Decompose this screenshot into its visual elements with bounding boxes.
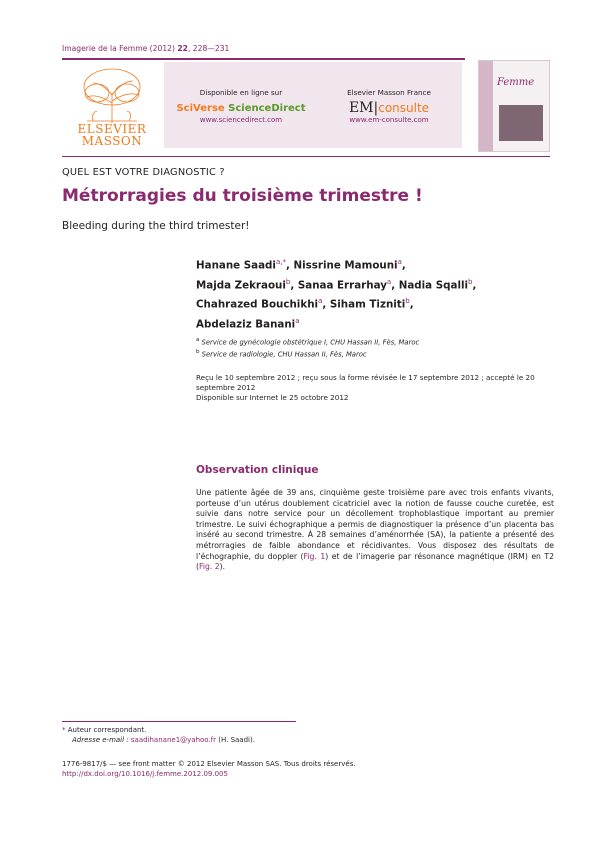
article-history — [196, 373, 556, 403]
figure-2-link[interactable]: Fig. 2 — [199, 562, 220, 572]
sd-brand-b: ScienceDirect — [228, 103, 306, 114]
cover-spine — [479, 61, 493, 152]
footnote-line — [62, 725, 255, 735]
section-rule — [62, 156, 550, 157]
em-brand-b: consulte — [378, 101, 430, 115]
copyright-block — [62, 759, 356, 779]
affiliation-a — [196, 337, 419, 346]
header-rule — [62, 58, 465, 60]
author-affil-mark[interactable]: a — [397, 258, 402, 266]
emconsulte-logo — [316, 100, 462, 116]
body-text: ) et de l’imagerie par résonance magnétique (IRM) en T2 ( — [196, 551, 555, 572]
affil-mark: b — [196, 349, 200, 355]
email-suffix: (H. Saadi). — [216, 736, 255, 744]
author-list — [196, 254, 556, 333]
author-sep: , — [472, 279, 477, 292]
sd-brand-a: SciVerse — [176, 103, 229, 114]
email-label: Adresse e-mail : — [72, 736, 129, 744]
author-name: , Nadia Sqalli — [391, 279, 469, 292]
journal-citation[interactable] — [62, 44, 229, 53]
author-line — [196, 274, 556, 294]
citation-pages: , 228—231 — [187, 44, 230, 53]
figure-1-link[interactable]: Fig. 1 — [303, 551, 326, 561]
author-name: Majda Zekraoui — [196, 279, 286, 292]
article-title: Métrorragies du troisième trimestre ! — [62, 186, 423, 206]
affil-text: Service de gynécologie obstétrique I, CHU Hassan II, Fès, Maroc — [199, 338, 420, 347]
email-link[interactable]: saadihanane1@yahoo.fr — [128, 736, 217, 744]
section-heading: Observation clinique — [196, 464, 319, 476]
author-name: Chahrazed Bouchikhi — [196, 298, 319, 311]
author-affil-mark[interactable]: a,* — [275, 258, 286, 266]
author-affil-mark[interactable]: a — [318, 297, 323, 306]
dates-online: Disponible sur Internet le 25 octobre 2012 — [196, 393, 349, 402]
footnote-mark: * — [62, 726, 66, 734]
sciencedirect-block[interactable] — [166, 88, 316, 124]
author-line — [196, 293, 556, 313]
citation-journal: Imagerie de la Femme (2012) — [62, 44, 175, 53]
author-sep: , — [409, 298, 414, 311]
author-affil-mark[interactable]: b — [468, 277, 473, 286]
em-url-link[interactable]: www.em-consulte.com — [349, 116, 429, 124]
affil-text: Service de radiologie, CHU Hassan II, Fès, Maroc — [199, 350, 367, 359]
author-name: Abdelaziz Banani — [196, 318, 296, 331]
copyright-text: 1776-9817/$ — see front matter © 2012 Elsevier Masson SAS. Tous droits réservés. — [62, 760, 356, 768]
sd-label: Disponible en ligne sur — [199, 88, 283, 97]
author-line — [196, 313, 556, 333]
citation-volume: 22 — [177, 44, 188, 53]
author-affil-mark[interactable]: a — [295, 316, 300, 325]
elsevier-wordmark: ELSEVIER — [77, 122, 147, 136]
em-brand-a: EM| — [348, 100, 379, 116]
section-kicker: QUEL EST VOTRE DIAGNOSTIC ? — [62, 167, 225, 178]
author-sep: , — [401, 259, 406, 272]
cover-image — [499, 105, 543, 141]
article-subtitle: Bleeding during the third trimester! — [62, 220, 250, 232]
author-name: Hanane Saadi — [196, 259, 276, 272]
author-name: , Sanaa Errarhay — [290, 279, 387, 292]
corresponding-author-footnote — [62, 725, 255, 745]
sciencedirect-logo — [166, 103, 316, 114]
doi-link[interactable]: http://dx.doi.org/10.1016/j.femme.2012.09.005 — [62, 770, 228, 778]
journal-cover-thumbnail[interactable] — [478, 60, 550, 152]
footnote-email-line — [62, 735, 255, 745]
footnote-rule — [62, 721, 296, 722]
dates-accepted: septembre 2012 — [196, 383, 256, 392]
em-label: Elsevier Masson France — [347, 88, 431, 97]
body-text: Une patiente âgée de 39 ans, cinquième geste troisième pare avec trois enfants vivants, porteuse d’un utérus doublement cicatriciel avec la notion de fausse couche curetée, est suivie dans notre service pour un décollement trophoblastique important au premier trimestre. Le suivi échographique a permis de diagnostiquer la présence d’un placenta bas inséré au second trimestre. À 28 semaines d’aménorrhée (SA), la patiente a présenté des métrorragies de faible abondance et récidivantes. Vous disposez des résultats de l’échographie, du doppler ( — [196, 488, 554, 561]
dates-received: Reçu le 10 septembre 2012 ; reçu sous la forme révisée le 17 septembre 2012 ; accepté le 20 — [196, 373, 535, 382]
author-affil-mark[interactable]: b — [405, 297, 410, 306]
emconsulte-block[interactable] — [316, 88, 462, 124]
author-affil-mark[interactable]: b — [285, 277, 291, 286]
masson-wordmark: MASSON — [81, 134, 143, 148]
observation-paragraph — [196, 488, 554, 573]
body-text: ). — [219, 562, 226, 572]
sd-url-link[interactable]: www.sciencedirect.com — [199, 116, 283, 124]
author-name: , Nissrine Mamouni — [285, 259, 398, 272]
author-affil-mark[interactable]: a — [386, 277, 392, 286]
affiliation-b — [196, 349, 367, 358]
footnote-text: Auteur correspondant. — [65, 726, 147, 734]
cover-title: Femme — [497, 77, 535, 88]
author-line — [196, 254, 556, 274]
affil-mark: a — [196, 337, 200, 343]
author-name: , Siham Tizniti — [322, 298, 406, 311]
